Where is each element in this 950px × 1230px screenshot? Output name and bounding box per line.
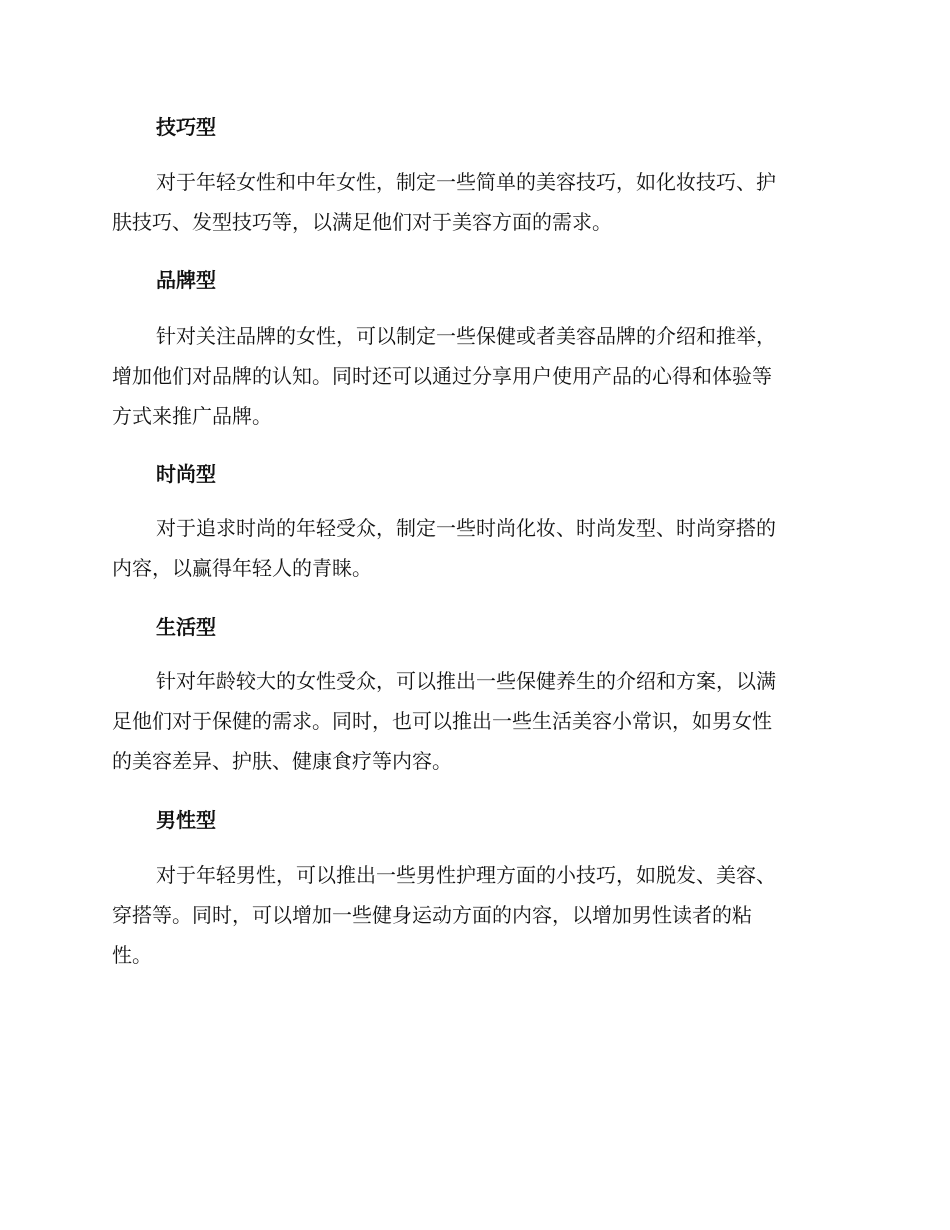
section-heading: 男性型 [156,808,216,832]
paragraph-line: 足他们对于保健的需求。同时，也可以推出一些生活美容小常识，如男女性 [112,709,772,733]
section-heading: 品牌型 [156,268,216,292]
section-heading: 生活型 [156,615,216,639]
paragraph-line: 增加他们对品牌的认知。同时还可以通过分享用户使用产品的心得和体验等 [112,364,772,388]
paragraph-line: 穿搭等。同时，可以增加一些健身运动方面的内容，以增加男性读者的粘 [112,903,752,927]
paragraph-line: 对于年轻女性和中年女性，制定一些简单的美容技巧，如化妆技巧、护 [156,170,776,194]
section-paragraph [112,661,832,781]
paragraph-line: 方式来推广品牌。 [112,404,272,428]
paragraph-line: 的美容差异、护肤、健康食疗等内容。 [112,749,452,773]
section-paragraph [112,508,832,588]
paragraph-line: 对于追求时尚的年轻受众，制定一些时尚化妆、时尚发型、时尚穿搭的 [156,516,776,540]
paragraph-line: 性。 [112,943,152,967]
section-paragraph [112,162,832,242]
paragraph-line: 针对年龄较大的女性受众，可以推出一些保健养生的介绍和方案，以满 [156,669,776,693]
paragraph-line: 对于年轻男性，可以推出一些男性护理方面的小技巧，如脱发、美容、 [156,863,776,887]
section-heading: 技巧型 [156,115,216,139]
section-paragraph [112,855,832,975]
paragraph-line: 内容，以赢得年轻人的青睐。 [112,556,372,580]
section-heading: 时尚型 [156,462,216,486]
paragraph-line: 肤技巧、发型技巧等，以满足他们对于美容方面的需求。 [112,210,612,234]
paragraph-line: 针对关注品牌的女性，可以制定一些保健或者美容品牌的介绍和推举， [156,324,776,348]
section-paragraph [112,316,832,436]
